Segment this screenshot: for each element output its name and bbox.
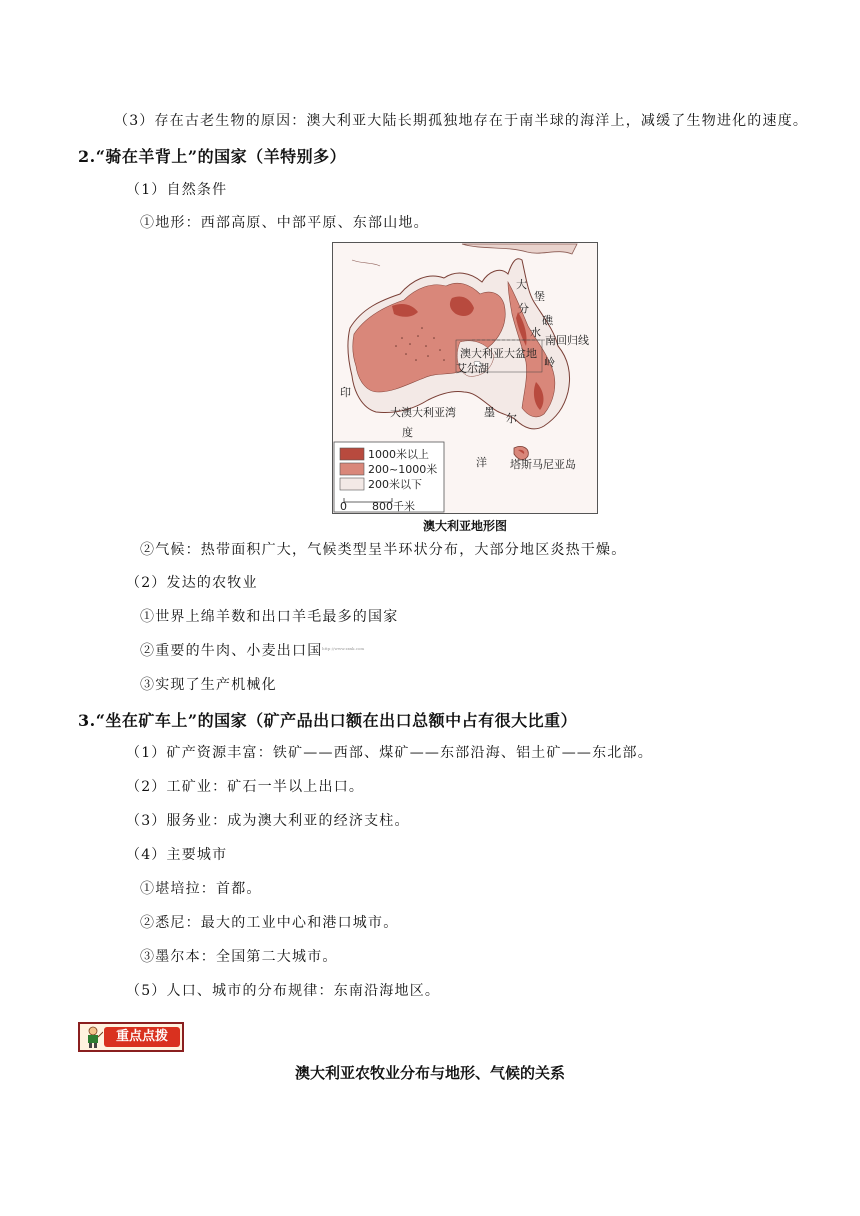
map-legend bbox=[334, 442, 444, 513]
label-tropic: 南回归线 bbox=[545, 334, 589, 347]
text-line: （3）服务业：成为澳大利亚的经济支柱。 bbox=[126, 813, 410, 829]
text-line: （3）存在古老生物的原因：澳大利亚大陆长期孤独地存在于南半球的海洋上，减缓了生物进化的速度。 bbox=[114, 113, 809, 129]
section-heading-3: 3.“坐在矿车上”的国家（矿产品出口额在出口总额中占有很大比重） bbox=[78, 711, 578, 730]
text-line: （2）工矿业：矿石一半以上出口。 bbox=[126, 779, 365, 795]
text-line: ②气候：热带面积广大，气候类型呈半环状分布，大部分地区炎热干燥。 bbox=[140, 542, 627, 558]
label-reef-bao: 堡 bbox=[534, 290, 545, 303]
legend-label-high: 1000米以上 bbox=[368, 448, 429, 461]
text-line: （1）自然条件 bbox=[126, 182, 228, 198]
section-heading-2: 2.“骑在羊背上”的国家（羊特别多） bbox=[78, 147, 347, 166]
label-divide-fen: 分 bbox=[518, 302, 529, 315]
label-indian-ocean-yang: 洋 bbox=[476, 456, 487, 469]
label-murray-er: 尔 bbox=[506, 412, 517, 425]
label-lake: 艾尔湖 bbox=[456, 362, 489, 375]
scale-zero: 0 bbox=[340, 500, 347, 513]
section-title: 澳大利亚农牧业分布与地形、气候的关系 bbox=[294, 1064, 565, 1082]
label-tasmania: 塔斯马尼亚岛 bbox=[510, 458, 576, 471]
map-svg bbox=[332, 242, 598, 514]
australia-topographic-map bbox=[332, 242, 598, 533]
label-divide-ling: 岭 bbox=[544, 356, 555, 369]
text-line: ②悉尼：最大的工业中心和港口城市。 bbox=[140, 915, 399, 931]
teacher-figure-icon bbox=[83, 1026, 103, 1048]
text-line: ②重要的牛肉、小麦出口国 bbox=[140, 643, 323, 659]
text-line: ①地形：西部高原、中部平原、东部山地。 bbox=[140, 215, 429, 231]
legend-label-low: 200米以下 bbox=[368, 478, 422, 491]
label-indian-ocean-yin: 印 bbox=[340, 386, 351, 399]
watermark: http://www.zxxk.com bbox=[322, 646, 365, 651]
badge-label: 重点点拨 bbox=[104, 1027, 180, 1047]
label-divide-da: 大 bbox=[516, 278, 527, 291]
text-line: （5）人口、城市的分布规律：东南沿海地区。 bbox=[126, 983, 441, 999]
legend-label-mid: 200~1000米 bbox=[368, 463, 438, 476]
text-line: （2）发达的农牧业 bbox=[126, 575, 258, 591]
text-line: ③实现了生产机械化 bbox=[140, 677, 277, 693]
scale-distance: 800千米 bbox=[372, 500, 415, 513]
label-basin: 澳大利亚大盆地 bbox=[460, 347, 537, 360]
label-reef-jiao: 礁 bbox=[542, 314, 553, 327]
label-indian-ocean-du: 度 bbox=[402, 426, 413, 439]
label-murray-mo: 墨 bbox=[484, 406, 495, 419]
map-caption: 澳大利亚地形图 bbox=[422, 519, 507, 533]
label-divide-shui: 水 bbox=[530, 326, 541, 339]
text-line: （1）矿产资源丰富：铁矿——西部、煤矿——东部沿海、铝土矿——东北部。 bbox=[126, 745, 653, 761]
key-points-badge bbox=[78, 1022, 184, 1052]
text-line: ①堪培拉：首都。 bbox=[140, 881, 262, 897]
text-line: ①世界上绵羊数和出口羊毛最多的国家 bbox=[140, 609, 399, 625]
text-line: ③墨尔本：全国第二大城市。 bbox=[140, 949, 338, 965]
label-bight: 大澳大利亚湾 bbox=[390, 406, 456, 419]
text-line: （4）主要城市 bbox=[126, 847, 228, 863]
